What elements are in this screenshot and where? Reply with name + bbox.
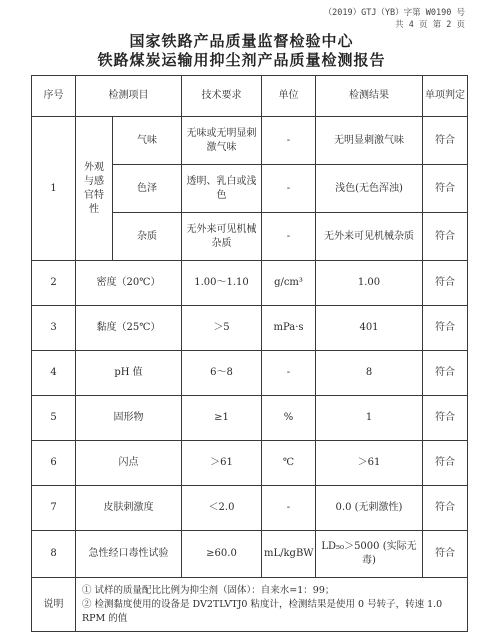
unit-cell: mPa·s: [262, 306, 316, 351]
header-no: 序号: [32, 76, 76, 117]
sub-item-name: 杂质: [113, 213, 182, 261]
judgement-cell: 符合: [423, 213, 468, 261]
unit-cell: -: [262, 351, 316, 396]
row-no: 7: [32, 486, 76, 531]
judgement-cell: 符合: [423, 117, 468, 165]
requirement-cell: 6～8: [182, 351, 262, 396]
unit-cell: mL/kgBW: [262, 531, 316, 578]
row-no: 2: [32, 261, 76, 306]
note-item: ② 检测黏度使用的设备是 DV2TLVTJ0 粘度计，检测结果是使用 0 号转子，转速 1.0 RPM 的值: [82, 598, 443, 624]
item-cell: 闪点: [76, 441, 182, 486]
result-cell: 无外来可见机械杂质: [316, 213, 423, 261]
table-row: [32, 261, 468, 306]
unit-cell: ℃: [262, 441, 316, 486]
row-no: 4: [32, 351, 76, 396]
notes-row: [32, 578, 468, 632]
row-no: 8: [32, 531, 76, 578]
item-cell: 皮肤刺激度: [76, 486, 182, 531]
note-item: ① 试样的质量配比比例为抑尘剂（固体）：自来水=1：99；: [82, 584, 335, 596]
notes-cell: [76, 578, 468, 632]
header-item: 检测项目: [76, 76, 182, 117]
result-cell: 8: [316, 351, 423, 396]
table-row: [32, 306, 468, 351]
item-cell: 固形物: [76, 396, 182, 441]
unit-cell: -: [262, 165, 316, 213]
item-cell: pH 值: [76, 351, 182, 396]
report-title-organization: 国家铁路产品质量监督检验中心: [129, 32, 354, 50]
sub-item-name: 色泽: [113, 165, 182, 213]
report-title-subject: 铁路煤炭运输用抑尘剂产品质量检测报告: [97, 51, 386, 69]
page-indicator: 共 4 页 第 2 页: [395, 20, 465, 30]
item-cell: 黏度（25℃）: [76, 306, 182, 351]
judgement-cell: 符合: [423, 165, 468, 213]
unit-cell: -: [262, 213, 316, 261]
judgement-cell: 符合: [423, 441, 468, 486]
result-cell: 1: [316, 396, 423, 441]
header-requirement: 技术要求: [182, 76, 262, 117]
header-result: 检测结果: [316, 76, 423, 117]
requirement-cell: 无味或无明显刺激气味: [182, 117, 262, 165]
row-no: 5: [32, 396, 76, 441]
test-results-table: [31, 75, 468, 632]
requirement-cell: ≥60.0: [182, 531, 262, 578]
judgement-cell: 符合: [423, 396, 468, 441]
judgement-cell: 符合: [423, 351, 468, 396]
group-label-cell: [76, 117, 113, 261]
header-judgement: 单项判定: [423, 76, 468, 117]
result-cell: LD₅₀＞5000 (实际无毒): [316, 531, 423, 578]
table-row: [32, 117, 468, 165]
result-cell: 401: [316, 306, 423, 351]
row-no: 3: [32, 306, 76, 351]
header-unit: 单位: [262, 76, 316, 117]
item-cell: 急性经口毒性试验: [76, 531, 182, 578]
row-no: 1: [32, 117, 76, 261]
group-label: 外观与感官特性: [84, 161, 104, 215]
requirement-cell: ＜2.0: [182, 486, 262, 531]
result-cell: 无明显刺激气味: [316, 117, 423, 165]
unit-cell: -: [262, 486, 316, 531]
table-row: [32, 531, 468, 578]
table-row: [32, 441, 468, 486]
requirement-cell: 1.00～1.10: [182, 261, 262, 306]
requirement-cell: ≥1: [182, 396, 262, 441]
row-no: 6: [32, 441, 76, 486]
judgement-cell: 符合: [423, 531, 468, 578]
item-cell: 密度（20℃）: [76, 261, 182, 306]
result-cell: 1.00: [316, 261, 423, 306]
table-row: [32, 396, 468, 441]
result-cell: 浅色(无色浑浊): [316, 165, 423, 213]
table-header-row: [32, 76, 468, 117]
judgement-cell: 符合: [423, 306, 468, 351]
requirement-cell: 透明、乳白或浅色: [182, 165, 262, 213]
sub-item-name: 气味: [113, 117, 182, 165]
unit-cell: -: [262, 117, 316, 165]
table-row: [32, 351, 468, 396]
result-cell: 0.0 (无刺激性): [316, 486, 423, 531]
requirement-cell: 无外来可见机械杂质: [182, 213, 262, 261]
unit-cell: %: [262, 396, 316, 441]
requirement-cell: ＞5: [182, 306, 262, 351]
judgement-cell: 符合: [423, 261, 468, 306]
report-number: （2019）GTJ（YB）字第 W0190 号: [323, 8, 465, 18]
unit-cell: g/cm³: [262, 261, 316, 306]
result-cell: ＞61: [316, 441, 423, 486]
notes-label: 说明: [32, 578, 76, 632]
judgement-cell: 符合: [423, 486, 468, 531]
table-row: [32, 486, 468, 531]
requirement-cell: ＞61: [182, 441, 262, 486]
report-reference: [324, 7, 465, 31]
